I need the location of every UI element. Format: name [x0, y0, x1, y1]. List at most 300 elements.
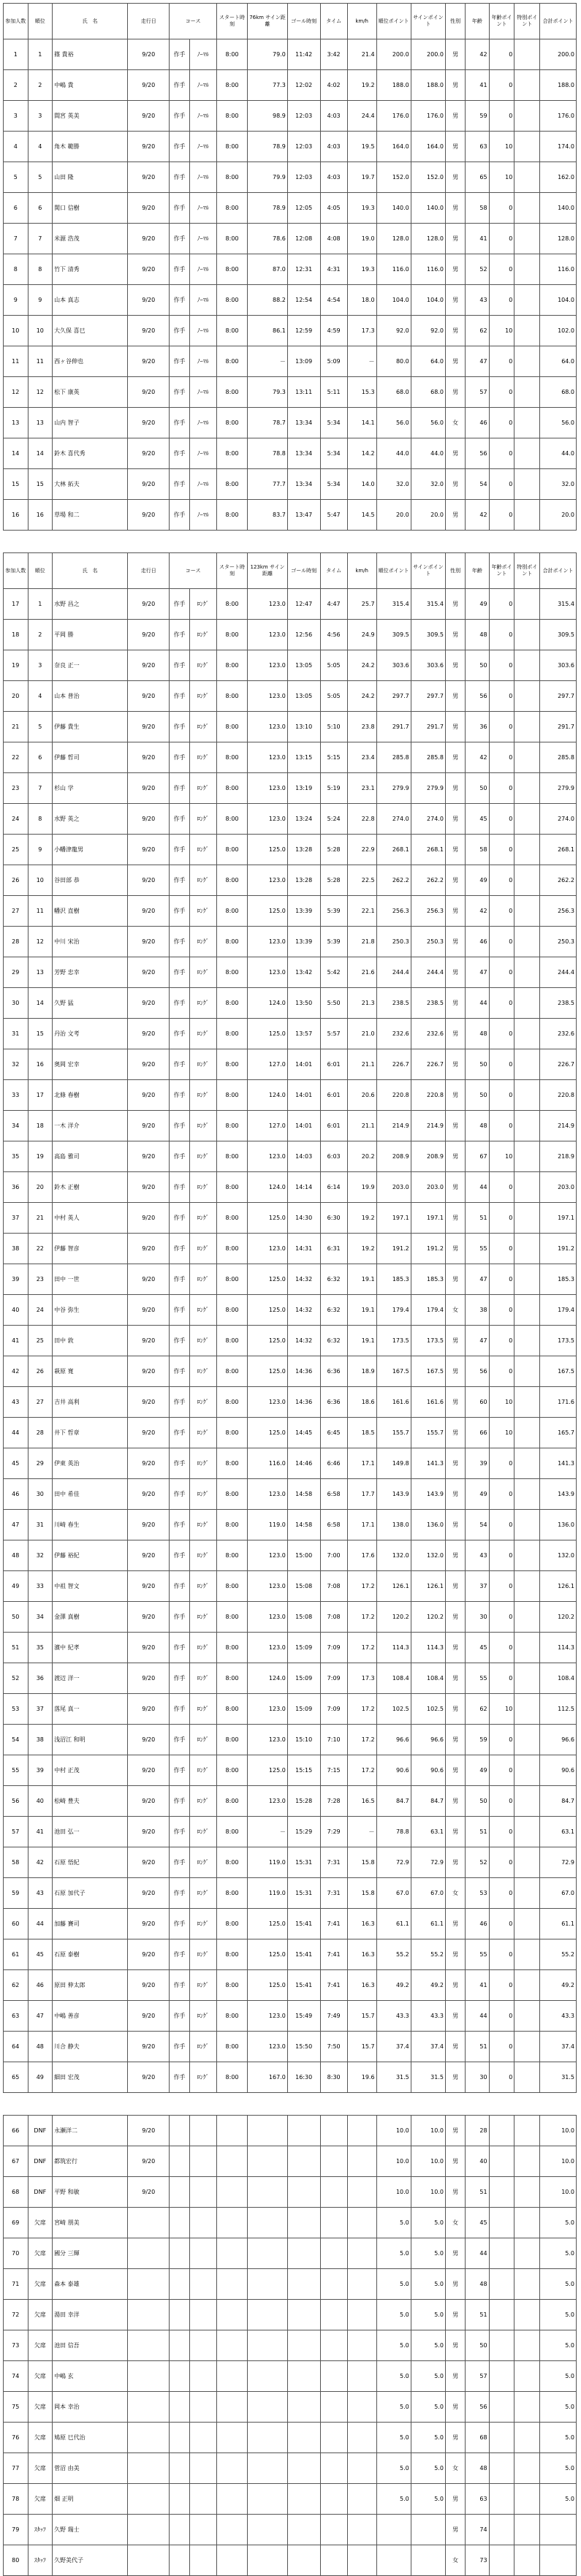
table-cell [514, 1448, 540, 1479]
table-cell: 16 [28, 1049, 53, 1080]
table-cell: 作手 [170, 589, 189, 620]
table-cell: 井下 哲章 [53, 1418, 128, 1448]
table-cell: ﾉｰﾏﾙ [189, 101, 216, 132]
table-cell: 作手 [170, 712, 189, 742]
table-cell [320, 2238, 347, 2269]
table-cell [216, 2208, 247, 2238]
table-cell: 41 [28, 1817, 53, 1847]
table-cell: 19.3 [347, 193, 376, 224]
table-cell: 22.1 [347, 896, 376, 927]
column-header: タイム [320, 553, 347, 589]
table-cell: 久野美代子 [53, 2545, 128, 2576]
table-cell: ﾉｰﾏﾙ [189, 39, 216, 70]
table-cell: 136.0 [540, 1510, 577, 1540]
table-cell: 17 [4, 589, 29, 620]
table-cell: 0 [489, 1019, 514, 1049]
table-cell: 欠席 [28, 2453, 53, 2484]
table-cell: ﾛﾝｸﾞ [189, 1448, 216, 1479]
column-header: 順位 [28, 553, 53, 589]
table-cell [514, 2238, 540, 2269]
table-cell: 7:41 [320, 1909, 347, 1939]
table-cell [514, 132, 540, 162]
table-cell: 2 [28, 70, 53, 101]
table-cell: 0 [489, 1111, 514, 1141]
table-cell: 16:30 [287, 2062, 320, 2093]
table-cell [347, 2361, 376, 2392]
table-cell: 9 [28, 285, 53, 316]
table-cell: 15.7 [347, 2001, 376, 2032]
table-cell: 8:00 [216, 1234, 247, 1264]
table-cell: 143.9 [376, 1479, 411, 1510]
table-row [4, 2032, 577, 2062]
table-cell: 男 [445, 2330, 465, 2361]
table-cell: 71 [4, 2269, 29, 2300]
table-cell: 0 [489, 1295, 514, 1326]
table-cell: 篠 貴裕 [53, 39, 128, 70]
table-cell: 15.7 [347, 2032, 376, 2062]
table-cell: 104.0 [411, 285, 445, 316]
table-cell: 作手 [170, 1817, 189, 1847]
table-cell [514, 1479, 540, 1510]
table-cell: 9/20 [128, 1418, 170, 1448]
table-cell: 58 [4, 1847, 29, 1878]
table-cell: 作手 [170, 1080, 189, 1111]
table-cell: DNF [28, 2116, 53, 2146]
table-cell: 8:00 [216, 896, 247, 927]
table-cell: 作手 [170, 1909, 189, 1939]
table-cell: 5:34 [320, 469, 347, 500]
table-cell: 28 [4, 927, 29, 957]
table-cell [128, 2238, 170, 2269]
table-cell: 256.3 [411, 896, 445, 927]
table-cell: 男 [445, 2392, 465, 2423]
table-cell: 23 [4, 773, 29, 804]
table-cell [514, 2515, 540, 2545]
table-cell: 185.3 [540, 1264, 577, 1295]
table-cell: 8:00 [216, 1786, 247, 1817]
table-cell: 52 [4, 1663, 29, 1694]
table-cell: 45 [466, 804, 489, 835]
table-cell: 208.9 [411, 1141, 445, 1172]
table-cell: 42 [466, 896, 489, 927]
table-cell: 10 [489, 316, 514, 346]
table-cell: 8:00 [216, 39, 247, 70]
table-cell: 9 [4, 285, 29, 316]
table-cell: 62 [466, 1694, 489, 1725]
table-cell: 原田 伸太郎 [53, 1970, 128, 2001]
table-cell: 30 [4, 988, 29, 1019]
table-cell: 13:39 [287, 927, 320, 957]
table-cell: 52 [466, 254, 489, 285]
table-cell: 8:00 [216, 1448, 247, 1479]
column-header: 順位ポイント [376, 4, 411, 39]
table-cell [320, 2453, 347, 2484]
table-cell: 松崎 豊夫 [53, 1786, 128, 1817]
table-cell [514, 681, 540, 712]
table-cell: 297.7 [376, 681, 411, 712]
table-cell: 84.7 [376, 1786, 411, 1817]
table-cell: 0 [489, 70, 514, 101]
table-cell: 19.1 [347, 1326, 376, 1356]
table-cell: 47 [466, 346, 489, 377]
table-cell: 31.5 [376, 2062, 411, 2093]
table-cell: 48 [466, 2453, 489, 2484]
table-cell: 作手 [170, 1049, 189, 1080]
column-header: 参加人数 [4, 553, 29, 589]
table-cell: 田中 敦 [53, 1326, 128, 1356]
table-cell: 5:28 [320, 865, 347, 896]
table-cell: 萩原 寛 [53, 1356, 128, 1387]
table-cell: 127.0 [248, 1111, 288, 1141]
column-header: コース [170, 4, 217, 39]
table-cell: 15:49 [287, 2001, 320, 2032]
table-row [4, 1602, 577, 1633]
table-cell: ﾉｰﾏﾙ [189, 408, 216, 438]
column-header: 合計ポイント [540, 4, 577, 39]
table-cell: 68 [4, 2177, 29, 2208]
table-cell: 73 [4, 2330, 29, 2361]
table-cell: 男 [445, 1234, 465, 1264]
table-cell [216, 2392, 247, 2423]
table-cell: 都筑宏行 [53, 2146, 128, 2177]
table-cell: 191.2 [411, 1234, 445, 1264]
table-cell [170, 2177, 189, 2208]
table-cell: 31 [28, 1510, 53, 1540]
table-cell: 56.0 [411, 408, 445, 438]
table-cell: 作手 [170, 1633, 189, 1663]
table-cell: 6:32 [320, 1264, 347, 1295]
table-cell [489, 2545, 514, 2576]
table-cell: 伊藤 智彦 [53, 1234, 128, 1264]
table-cell: 49 [466, 865, 489, 896]
table-cell: 男 [445, 1356, 465, 1387]
table-cell: 128.0 [411, 224, 445, 254]
table-cell: 15:41 [287, 1939, 320, 1970]
table-cell: 279.9 [376, 773, 411, 804]
table-cell: 12:02 [287, 70, 320, 101]
table-cell: 8:00 [216, 70, 247, 101]
table-cell: 42 [4, 1356, 29, 1387]
table-cell: 男 [445, 1019, 465, 1049]
table-cell: － [248, 346, 288, 377]
table-cell: ﾉｰﾏﾙ [189, 346, 216, 377]
table-cell: 43 [466, 285, 489, 316]
table-cell: 20 [4, 681, 29, 712]
table-cell: 5.0 [376, 2361, 411, 2392]
table-cell: 132.0 [376, 1540, 411, 1571]
table-cell: 16.3 [347, 1909, 376, 1939]
table-cell: 西ヶ谷伸也 [53, 346, 128, 377]
table-cell: 落尾 真一 [53, 1694, 128, 1725]
table-cell: 14:01 [287, 1111, 320, 1141]
table-cell: 24.9 [347, 620, 376, 650]
table-cell: 作手 [170, 346, 189, 377]
table-cell: ﾛﾝｸﾞ [189, 1111, 216, 1141]
table-cell: 9/20 [128, 1141, 170, 1172]
table-cell: 291.7 [376, 712, 411, 742]
table-cell [287, 2177, 320, 2208]
table-cell: 男 [445, 2423, 465, 2453]
table-cell [540, 2515, 577, 2545]
table-cell [287, 2361, 320, 2392]
table-cell: 8:00 [216, 1264, 247, 1295]
table-cell: 96.6 [540, 1725, 577, 1755]
table-cell: 石原 悟紀 [53, 1847, 128, 1878]
table-cell: 125.0 [248, 1418, 288, 1448]
table-cell: ﾉｰﾏﾙ [189, 500, 216, 531]
table-cell: 10 [489, 1141, 514, 1172]
table-cell: 123.0 [248, 1786, 288, 1817]
table-cell: 10 [4, 316, 29, 346]
table-cell: 15 [28, 1019, 53, 1049]
table-cell: 男 [445, 2001, 465, 2032]
table-cell: 田中 一世 [53, 1264, 128, 1295]
table-cell: 40 [466, 2146, 489, 2177]
table-cell: 9/20 [128, 2177, 170, 2208]
table-cell: 45 [4, 1448, 29, 1479]
table-cell [320, 2330, 347, 2361]
table-cell [514, 988, 540, 1019]
table-cell: 20.2 [347, 1141, 376, 1172]
table-cell: 164.0 [376, 132, 411, 162]
table-cell [489, 2300, 514, 2330]
table-cell [189, 2484, 216, 2515]
table-cell: 8:00 [216, 1510, 247, 1540]
table-cell: 山田 隆 [53, 162, 128, 193]
table-cell: 9/20 [128, 1172, 170, 1203]
table-cell: 19.7 [347, 162, 376, 193]
table-cell [347, 2484, 376, 2515]
table-cell: 15:41 [287, 1909, 320, 1939]
table-cell [216, 2177, 247, 2208]
table-cell: 0 [489, 650, 514, 681]
table-cell: 7:41 [320, 1939, 347, 1970]
table-cell: 136.0 [411, 1510, 445, 1540]
table-cell: 0 [489, 1234, 514, 1264]
table-cell [489, 2392, 514, 2423]
table-cell: 152.0 [376, 162, 411, 193]
table-cell [216, 2545, 247, 2576]
table-cell: 0 [489, 927, 514, 957]
table-cell: ﾛﾝｸﾞ [189, 1786, 216, 1817]
table-cell: 125.0 [248, 1019, 288, 1049]
table-cell [514, 620, 540, 650]
table-cell: 10.0 [411, 2146, 445, 2177]
table-cell: 6:03 [320, 1141, 347, 1172]
table-cell: 51 [466, 2177, 489, 2208]
table-cell: 10 [489, 1694, 514, 1725]
table-cell: 0 [489, 1909, 514, 1939]
table-cell: 13:42 [287, 957, 320, 988]
table-cell: 32 [4, 1049, 29, 1080]
table-cell: ﾛﾝｸﾞ [189, 1817, 216, 1847]
table-cell: 214.9 [411, 1111, 445, 1141]
table-cell: 18 [28, 1111, 53, 1141]
table-cell: 104.0 [376, 285, 411, 316]
table-cell: 42 [466, 742, 489, 773]
table-cell: 北條 春樹 [53, 1080, 128, 1111]
table-cell: 5:34 [320, 438, 347, 469]
column-header: スタート時刻 [216, 4, 247, 39]
table-cell: 84.7 [540, 1786, 577, 1817]
table-cell: 55.2 [540, 1939, 577, 1970]
table-cell: 37.4 [411, 2032, 445, 2062]
table-cell: 0 [489, 193, 514, 224]
table-cell: 5 [28, 162, 53, 193]
table-cell [347, 2116, 376, 2146]
table-cell [248, 2515, 288, 2545]
table-cell: 74 [466, 2515, 489, 2545]
table-cell [514, 1970, 540, 2001]
table-cell: 0 [489, 773, 514, 804]
table-cell: 0 [489, 438, 514, 469]
table-cell [514, 773, 540, 804]
table-row [4, 1234, 577, 1264]
table-cell [347, 2330, 376, 2361]
table-cell: 男 [445, 346, 465, 377]
table-cell: 畑 正明 [53, 2484, 128, 2515]
table-cell: 39 [4, 1264, 29, 1295]
table-cell [489, 2361, 514, 2392]
table-cell: 女 [445, 2453, 465, 2484]
table-cell: 男 [445, 1786, 465, 1817]
table-row [4, 1939, 577, 1970]
table-cell: 197.1 [411, 1203, 445, 1234]
table-cell: 73 [466, 2545, 489, 2576]
table-cell: 作手 [170, 1418, 189, 1448]
table-cell: ﾛﾝｸﾞ [189, 1755, 216, 1786]
table-cell: 297.7 [540, 681, 577, 712]
table-cell: 7:00 [320, 1540, 347, 1571]
table-cell: 15:00 [287, 1540, 320, 1571]
table-cell: 70 [4, 2238, 29, 2269]
table-cell: 5.0 [411, 2392, 445, 2423]
table-cell [248, 2177, 288, 2208]
table-cell: 68 [466, 2423, 489, 2453]
table-cell: 22 [4, 742, 29, 773]
table-cell: 15:09 [287, 1663, 320, 1694]
table-cell: 114.3 [411, 1633, 445, 1663]
table-cell: 8:00 [216, 162, 247, 193]
table-cell: 作手 [170, 988, 189, 1019]
table-cell [170, 2392, 189, 2423]
table-cell: 8:00 [216, 1817, 247, 1847]
table-cell: 作手 [170, 101, 189, 132]
table-cell: 0 [489, 224, 514, 254]
table-cell: 男 [445, 1326, 465, 1356]
table-cell: 26 [28, 1356, 53, 1387]
header-row [4, 4, 577, 39]
table-row [4, 377, 577, 408]
column-header: 氏 名 [53, 553, 128, 589]
table-row [4, 2453, 577, 2484]
table-cell: 17.2 [347, 1571, 376, 1602]
table-cell: 作手 [170, 1663, 189, 1694]
table-cell: 12:47 [287, 589, 320, 620]
table-cell [514, 957, 540, 988]
table-cell [128, 2392, 170, 2423]
table-cell: 男 [445, 1203, 465, 1234]
table-cell: 作手 [170, 1203, 189, 1234]
table-cell [514, 2062, 540, 2093]
table-cell: 田中 希佳 [53, 1479, 128, 1510]
table-cell: ﾛﾝｸﾞ [189, 1725, 216, 1755]
table-cell: 21.0 [347, 1019, 376, 1049]
table-cell [514, 346, 540, 377]
table-cell: 伊藤 裕紀 [53, 1540, 128, 1571]
table-cell: 141.3 [411, 1448, 445, 1479]
table-cell: 61.1 [540, 1909, 577, 1939]
table-cell: 36 [28, 1663, 53, 1694]
table-cell: 274.0 [540, 804, 577, 835]
table-cell: 作手 [170, 1387, 189, 1418]
table-cell [189, 2116, 216, 2146]
table-cell: 8:00 [216, 408, 247, 438]
table-cell: 5.0 [540, 2208, 577, 2238]
table-cell: 167.5 [376, 1356, 411, 1387]
table-cell: 59 [466, 101, 489, 132]
table-cell [514, 2116, 540, 2146]
table-row [4, 1448, 577, 1479]
table-cell: 53 [4, 1694, 29, 1725]
table-row [4, 1295, 577, 1326]
table-cell: 9/20 [128, 224, 170, 254]
table-row [4, 1111, 577, 1141]
table-cell: 48 [466, 1019, 489, 1049]
table-cell: 5.0 [540, 2392, 577, 2423]
table-cell: 作手 [170, 224, 189, 254]
table-cell: 女 [445, 2208, 465, 2238]
table-cell: 13:57 [287, 1019, 320, 1049]
table-cell: 114.3 [540, 1633, 577, 1663]
table-cell: 9/20 [128, 1847, 170, 1878]
table-cell: 0 [489, 712, 514, 742]
table-cell: 120.2 [376, 1602, 411, 1633]
table-cell: 9/20 [128, 1019, 170, 1049]
table-row [4, 896, 577, 927]
table-cell: 44 [466, 988, 489, 1019]
table-cell: 0 [489, 1510, 514, 1540]
table-cell: 男 [445, 773, 465, 804]
table-cell: 8:00 [216, 1295, 247, 1326]
table-cell: 男 [445, 1264, 465, 1295]
table-cell: 4:03 [320, 132, 347, 162]
table-cell: 31.5 [540, 2062, 577, 2093]
table-cell: 37.4 [540, 2032, 577, 2062]
table-cell: 5.0 [376, 2300, 411, 2330]
table-cell: 8:00 [216, 1909, 247, 1939]
table-cell: 55 [466, 1939, 489, 1970]
table-cell: 8:00 [216, 438, 247, 469]
table-cell: 125.0 [248, 835, 288, 865]
table-cell [411, 2545, 445, 2576]
table-row [4, 1663, 577, 1694]
table-cell: 69 [4, 2208, 29, 2238]
table-cell: 作手 [170, 1111, 189, 1141]
table-cell: 12:08 [287, 224, 320, 254]
table-cell: 56 [4, 1786, 29, 1817]
table-cell [287, 2146, 320, 2177]
table-cell: 杉山 学 [53, 773, 128, 804]
table-cell: 0 [489, 681, 514, 712]
table-cell: 55 [466, 1234, 489, 1264]
table-cell: 11 [4, 346, 29, 377]
table-cell: 68.0 [540, 377, 577, 408]
table-cell: 19.6 [347, 2062, 376, 2093]
table-cell: 男 [445, 1571, 465, 1602]
table-cell: 126.1 [376, 1571, 411, 1602]
table-cell [489, 2177, 514, 2208]
